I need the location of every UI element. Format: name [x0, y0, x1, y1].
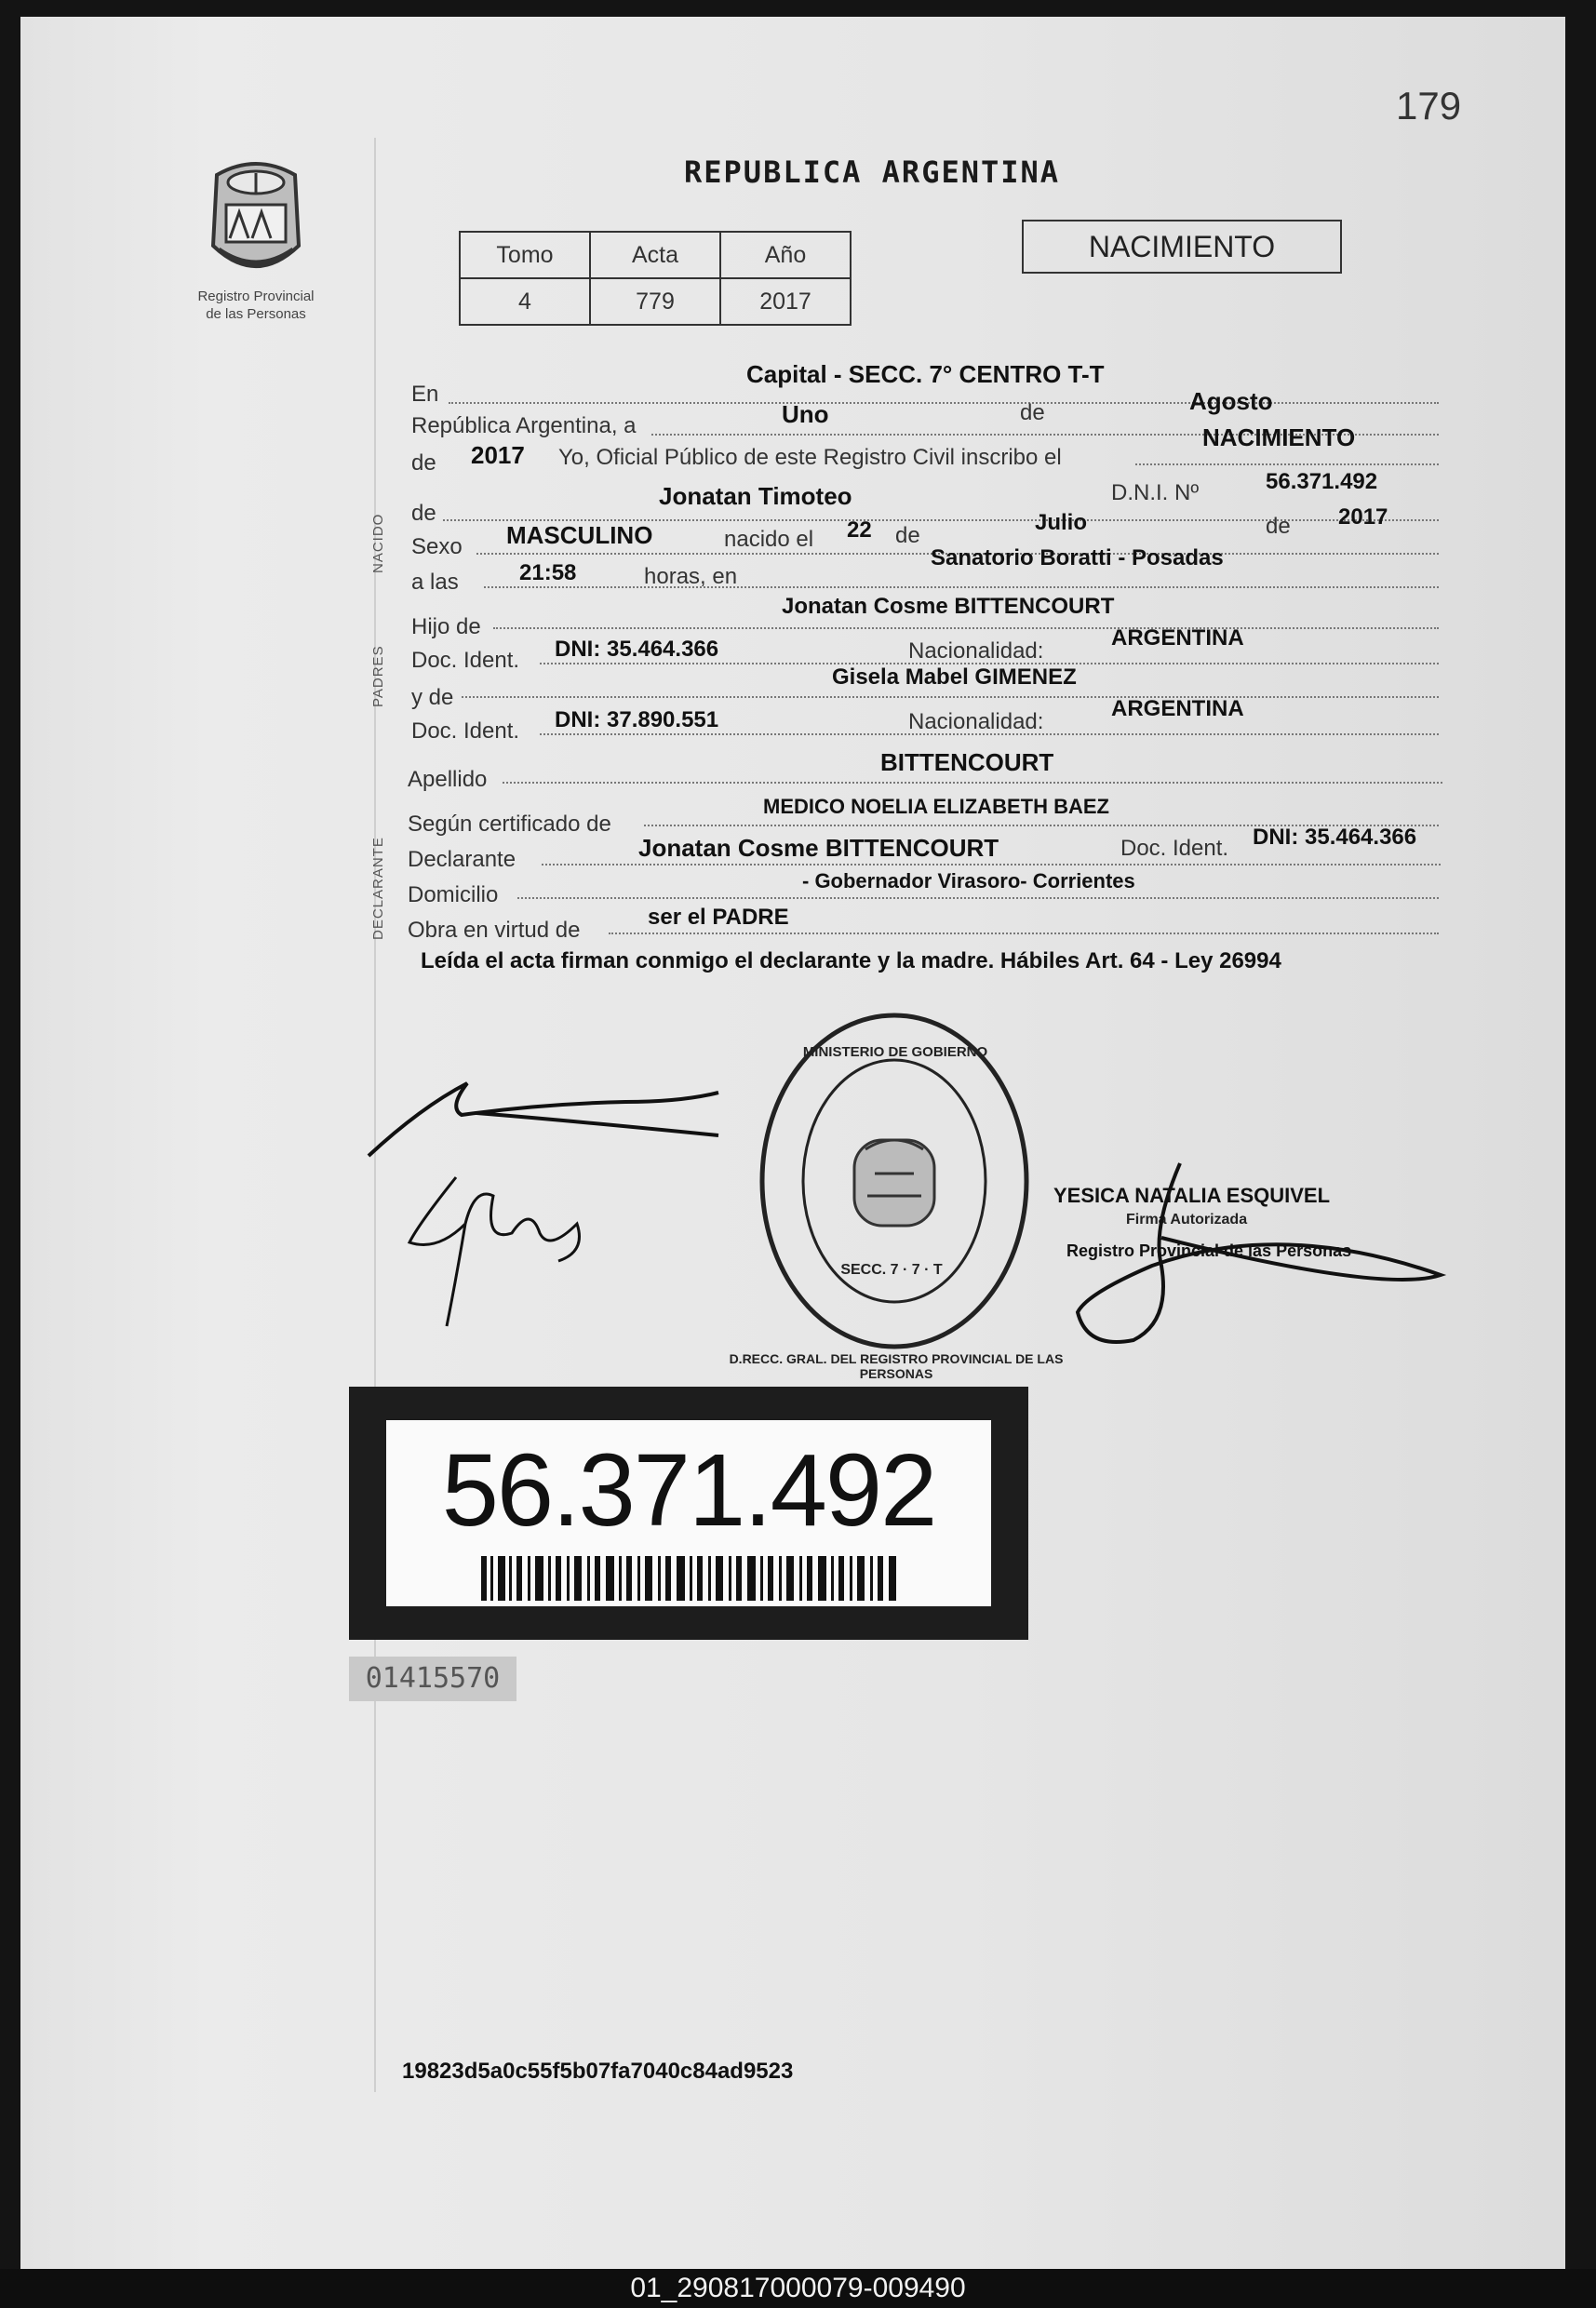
child-dni-value: 56.371.492 [1266, 469, 1378, 494]
record-type-box: NACIMIENTO [1022, 220, 1342, 274]
apellido-value: BITTENCOURT [880, 748, 1054, 776]
dni-label: D.N.I. Nº [1111, 480, 1200, 505]
inscribo-label: Yo, Oficial Público de este Registro Civil inscribo el [558, 445, 1062, 470]
doc1-label: Doc. Ident. [411, 648, 520, 673]
nacido-label: nacido el [724, 527, 814, 552]
birth-year-value: 2017 [1338, 504, 1388, 530]
scan-footer: 01_290817000079-009490 [0, 2269, 1596, 2308]
father-name-value: Jonatan Cosme BITTENCOURT [782, 594, 1115, 619]
cert-value: MEDICO NOELIA ELIZABETH BAEZ [763, 795, 1109, 818]
mother-nat-value: ARGENTINA [1111, 696, 1244, 721]
serial-number: 01415570 [349, 1657, 516, 1701]
en-label: En [411, 382, 439, 407]
section-label-padres: PADRES [370, 645, 386, 707]
sexo-value: MASCULINO [506, 521, 653, 549]
seal-code: SECC. 7 · 7 · T [840, 1262, 943, 1278]
mother-doc-value: DNI: 37.890.551 [555, 707, 719, 732]
ref-header-ano: Año [720, 232, 851, 278]
dotted-line [1135, 462, 1439, 465]
de3-label: de [1266, 514, 1291, 539]
dotted-line [449, 400, 1439, 404]
crest-caption-2: de las Personas [206, 306, 306, 322]
de2-label: de [895, 523, 920, 548]
ref-header-acta: Acta [590, 232, 720, 278]
yde-label: y de [411, 685, 454, 710]
document-hash: 19823d5a0c55f5b07fa7040c84ad9523 [402, 2059, 794, 2084]
registry-crest [177, 156, 335, 323]
republica-label: República Argentina, a [411, 413, 637, 438]
year-prefix-label: de [411, 450, 436, 476]
official-office: Registro Provincial de las Personas [1066, 1241, 1352, 1260]
sexo-label: Sexo [411, 534, 463, 559]
horas-label: horas, en [644, 564, 738, 589]
en-value: Capital - SECC. 7° CENTRO T-T [746, 360, 1105, 388]
cert-label: Según certificado de [408, 812, 611, 837]
section-label-declarante: DECLARANTE [370, 837, 386, 940]
alas-label: a las [411, 570, 459, 595]
place-value: Sanatorio Boratti - Posadas [931, 545, 1224, 570]
mother-name-value: Gisela Mabel GIMENEZ [832, 664, 1077, 690]
page-number: 179 [1396, 84, 1462, 127]
coat-of-arms-icon [198, 156, 314, 283]
father-doc-value: DNI: 35.464.366 [555, 637, 719, 662]
apellido-label: Apellido [408, 767, 488, 792]
birth-month-value: Julio [1035, 510, 1088, 535]
name-label: de [411, 501, 436, 526]
dotted-line [462, 694, 1439, 698]
seal-inner-text: MINISTERIO DE GOBIERNO [802, 1044, 988, 1060]
obra-value: ser el PADRE [648, 905, 789, 930]
father-nat-value: ARGENTINA [1111, 625, 1244, 651]
barcode-label [386, 1420, 991, 1606]
hijo-label: Hijo de [411, 614, 481, 639]
official-name: YESICA NATALIA ESQUIVEL [1053, 1184, 1331, 1207]
ref-value-tomo: 4 [460, 278, 590, 325]
dotted-line [503, 780, 1442, 784]
inscribo-value: NACIMIENTO [1202, 423, 1356, 451]
time-value: 21:58 [519, 560, 577, 585]
declarant-signature [365, 1070, 737, 1163]
doc2-label: Doc. Ident. [411, 718, 520, 744]
document-title: REPUBLICA ARGENTINA [684, 154, 1061, 190]
closing-statement: Leída el acta firman conmigo el declarante y la madre. Hábiles Art. 64 - Ley 26994 [421, 948, 1281, 973]
nac1-label: Nacionalidad: [908, 638, 1044, 664]
dni-barcode-sticker [349, 1387, 1028, 1640]
dotted-line [609, 931, 1439, 934]
declarante-value: Jonatan Cosme BITTENCOURT [638, 834, 999, 862]
official-signature [1050, 1154, 1459, 1359]
section-label-nacido: NACIDO [370, 513, 386, 573]
ref-header-tomo: Tomo [460, 232, 590, 278]
year-value: 2017 [471, 441, 525, 469]
crest-caption-1: Registro Provincial [197, 288, 315, 304]
ref-value-ano: 2017 [720, 278, 851, 325]
child-name-value: Jonatan Timoteo [659, 482, 852, 510]
declarante-doc-value: DNI: 35.464.366 [1253, 825, 1417, 850]
dotted-line [542, 862, 1441, 866]
seal-outer-text: D.RECC. GRAL. DEL REGISTRO PROVINCIAL DE LAS PERSONAS [729, 1351, 1064, 1381]
domicilio-label: Domicilio [408, 882, 499, 907]
de-label: de [1020, 400, 1045, 425]
dotted-line [517, 895, 1439, 899]
official-role: Firma Autorizada [1126, 1212, 1248, 1228]
dotted-line [540, 731, 1439, 735]
ref-value-acta: 779 [590, 278, 720, 325]
dotted-line [493, 625, 1439, 629]
declarante-label: Declarante [408, 847, 516, 872]
day-value: Uno [782, 400, 829, 428]
obra-label: Obra en virtud de [408, 918, 581, 943]
domicilio-value: - Gobernador Virasoro- Corrientes [802, 869, 1135, 892]
doc3-label: Doc. Ident. [1120, 836, 1229, 861]
birth-day-value: 22 [847, 517, 872, 543]
dotted-line [484, 584, 1439, 588]
barcode-number: 56.371.492 [441, 1433, 936, 1548]
reference-table [459, 231, 852, 326]
nac2-label: Nacionalidad: [908, 709, 1044, 734]
official-seal [756, 1010, 1033, 1352]
mother-signature [400, 1168, 596, 1335]
month-value: Agosto [1189, 387, 1273, 415]
barcode-icon [481, 1556, 896, 1601]
